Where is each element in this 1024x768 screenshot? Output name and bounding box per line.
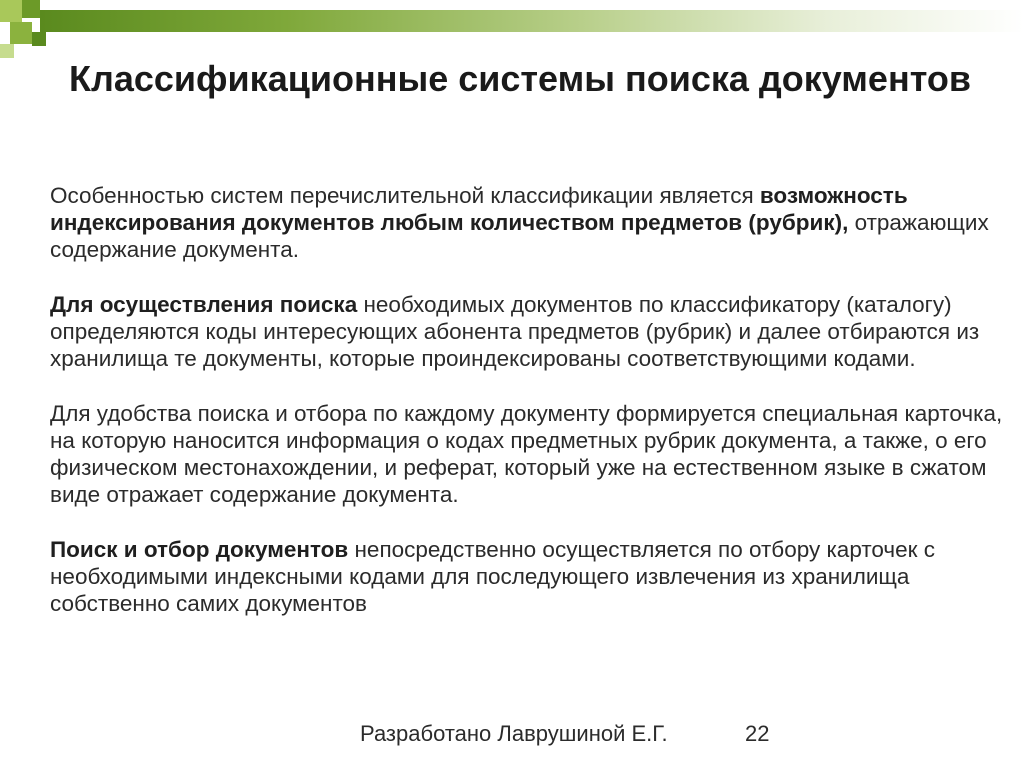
paragraph-1-bold: возможность индексирования документов любым количеством предметов (рубрик), [50,183,908,235]
page-number: 22 [745,721,770,746]
paragraph-1-rest: отражающих содержание документа. [50,210,989,262]
paragraph-1-lead: Особенностью систем перечислительной классификации является [50,183,760,208]
decorative-square [32,32,46,46]
paragraph-2-rest: необходимых документов по классификатору (каталогу) определяются коды интересующих абонента предметов (рубрик) и далее отбираются из хранилища те документы, которые проиндексированы соответствующими кодами. [50,292,980,371]
footer-author: Разработано Лаврушиной Е.Г. [360,721,668,746]
paragraph-3 [50,400,1015,508]
paragraph-1 [50,182,1015,263]
decorative-square [0,44,14,58]
paragraph-4 [50,536,1015,617]
slide-body [50,182,1015,645]
decorative-square [22,0,40,18]
paragraph-2 [50,291,1015,372]
decorative-square [10,22,32,44]
paragraph-4-bold: Поиск и отбор документов [50,537,349,562]
decorative-top-bar [40,10,1024,32]
paragraph-4-rest: непосредственно осуществляется по отбору карточек с необходимыми индексными кодами для последующего извлечения из хранилища собственно самих документов [50,537,935,616]
paragraph-3-text: Для удобства поиска и отбора по каждому документу формируется специальная карточка, на которую наносится информация о кодах предметных рубрик документа, а также, о его физическом местонахождении, и реферат, который уже на естественном языке в сжатом виде отражает содержание документа. [50,401,1003,507]
slide-title: Классификационные системы поиска документов [69,58,971,99]
paragraph-2-bold: Для осуществления поиска [50,292,358,317]
decorative-square [0,0,22,22]
